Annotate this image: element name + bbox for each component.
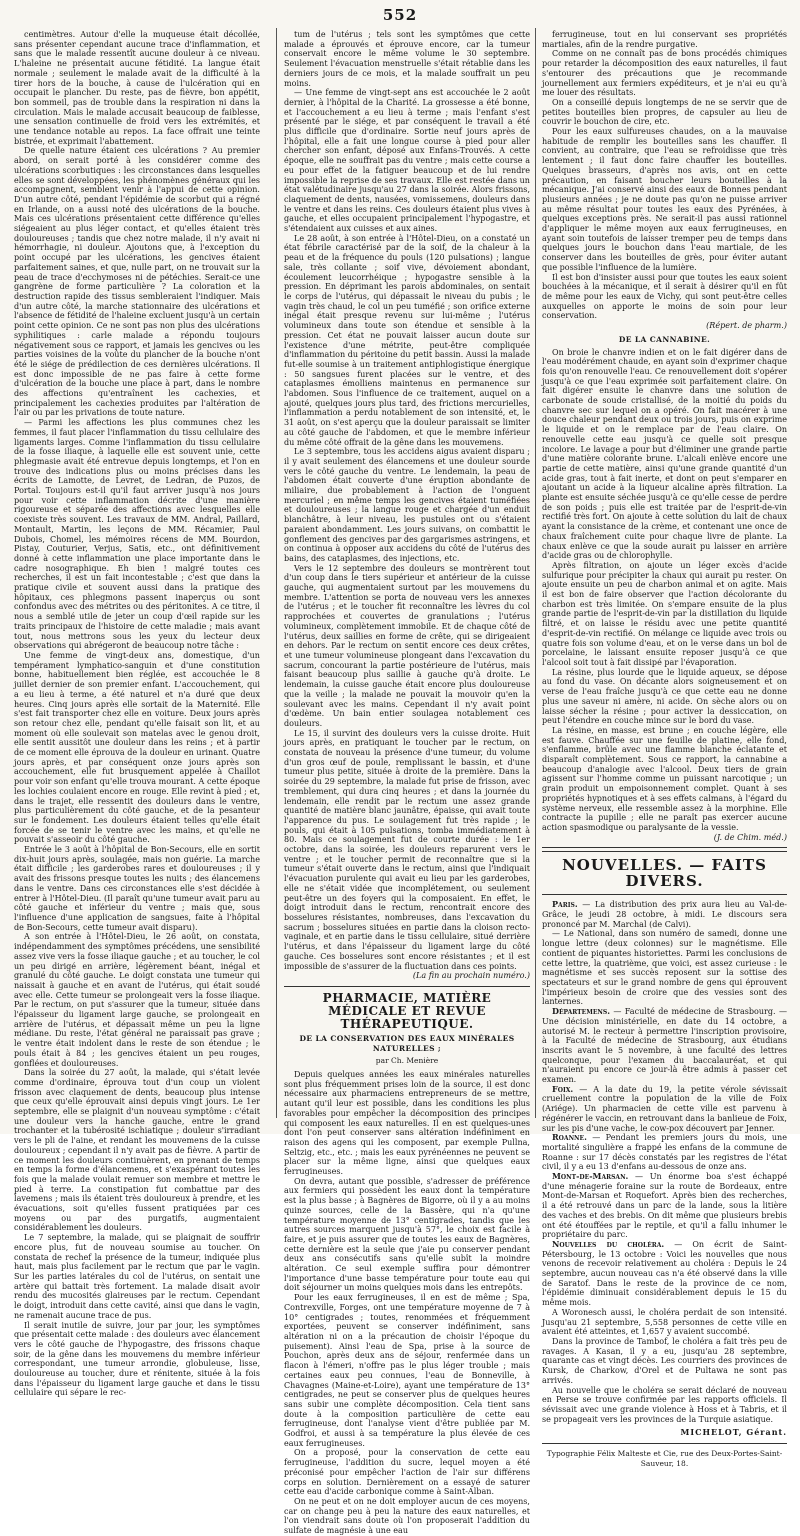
news-lead: Paris. (552, 899, 578, 910)
paragraph: Il est bon d'insister aussi pour que toutes les eaux soient bouchées à la mécanique, et il serait à désirer qu'il en fût de même pour les eaux de Vichy, qui sont peut-être celles auxquelles on apporte le moins de soin pour leur conservation. (542, 272, 787, 321)
news-item (542, 1240, 787, 1308)
news-section-title: NOUVELLES. — FAITS DIVERS. (562, 856, 767, 891)
paragraph: On devra, autant que possible, s'adresser de préférence aux fermiers qui possèdent les eaux dont la température est la plus basse ; à Bagnères de Bigorre, où il y a au moins quinze sources, celle de la Bassère, qui n'a qu'une température moyenne de 13° centigrades, tandis que les autres sources marquent jusqu'à 57°, le choix est facile à faire, et je puis assurer que de toutes les eaux de Bagnères, cette dernière est la seule que j'aie pu conserver pendant deux ans consécutifs sans qu'elle subît la moindre altération. Ce seul exemple suffira pour démontrer l'importance d'une basse température pour toute eau qui doit séjourner un moins quelques mois dans les entrepôts. (284, 1176, 530, 1293)
paragraph: On broie le chanvre indien et on le fait digérer dans de l'eau modérément chaude, en ayant soin d'exprimer chaque fois qu'on renouvelle l'eau. Ce renouvellement doit s'opérer jusqu'à ce que l'eau exprimée soit parfaitement claire. On fait digérer ensuite le chanvre dans une solution de carbonate de soude cristallisé, de la moitié du poids du chanvre sec sur lequel on a opéré. On fait macérer à une douce chaleur pendant deux ou trois jours, puis on exprime le liquide et on le remplace par de l'eau claire. On renouvelle cette eau jusqu'à ce quelle soit presque incolore. Le lavage a pour but d'éliminer une grande partie d'une matière colorante brune. L'alcali enlève encore une partie de cette matière, ainsi qu'une grande quantité d'un acide gras, tout à fait inerte, et dont on peut s'emparer en ajoutant un acide à la liqueur alcaline après filtration. La plante est ensuite séchée jusqu'à ce qu'elle cesse de perdre de son poids ; puis elle est traitée par de l'esprit-de-vin rectifié très fort. On ajoute à cette solution du lait de chaux ayant la consistance de la crème, et contenant une once de chaux fraîchement cuite pour chaque livre de plante. La chaux enlève ce que la soude aurait pu laisser en arrière d'acide gras ou de chlorophylle. (542, 347, 787, 561)
paragraph: La résine, plus lourde que le liquide aqueux, se dépose au fond du vase. On décante alors soigneusement et on verse de l'eau fraîche jusqu'à ce que cette eau ne donne plus une saveur ni amère, ni acide. On sèche alors ou on laisse sécher la résine ; pour activer la dessiccation, on peut l'étendre en couche mince sur le bord du vase. (542, 667, 787, 726)
column-2 (284, 30, 530, 1536)
article-title: DE LA CONSERVATION DES EAUX MINÉRALES NATURELLES ; (299, 1033, 515, 1053)
paragraph: Vers le 12 septembre des douleurs se montrèrent tout d'un coup dans le tiers supérieur et antérieur de la cuisse gauche, qui augmentaient surtout par les mouvemens du membre. L'attention se porta de nouveau vers les annexes de l'utérus ; et le toucher fit reconnaître les lèvres du col rapprochées et couvertes de granulations ; l'utérus volumineux, complètement immobile. Et de chaque côté de l'utérus, deux saillies en forme de crête, qui se dirigeaient en dehors. Par le rectum on sentit encore ces deux crêtes, et une tumeur volumineuse plongeant dans l'excavation du sacrum, concourant la partie postérieure de l'utérus, mais faisant beaucoup plus saillie à gauche qu'à droite. Le lendemain, la cuisse gauche était encore plus douloureuse que la veille ; la malade ne pouvait la mouvoir qu'en la soulevant avec les mains. Cependant il n'y avait point d'œdème. Un bain entier soulagea notablement ces douleurs. (284, 563, 530, 728)
paragraph: Comme on ne connaît pas de bons procédés chimiques pour retarder la décomposition des eaux naturelles, il faut s'entourer des précautions que je recommande journellement aux fermiers expéditeurs, et je n'ai eu qu'à me louer des résultats. (542, 49, 787, 98)
paragraph: tum de l'utérus ; tels sont les symptômes que cette malade a éprouvés et éprouve encore, car la tumeur conservait encore le même volume le 30 septembre. Seulement l'évacuation menstruelle s'était rétablie dans les derniers jours de ce mois, et la malade souffrait un peu moins. (284, 30, 530, 88)
news-item (542, 929, 787, 1007)
news-item (542, 1172, 787, 1240)
paragraph: — Parmi les affections les plus communes chez les femmes, il faut placer l'inflammation du tissu cellulaire des ligaments larges. Comme l'inflammation du tissu cellulaire de la fosse iliaque, à laquelle elle est souvent unie, cette phlegmasie avait été entrevue depuis longtemps, et l'on en trouve des indications plus ou moins précises dans les écrits de Lamotte, de Levret, de Ledran, de Puzos, de Portal. Toujours est-il qu'il faut arriver jusqu'à nos jours pour voir cette inflammation décrite d'une manière rigoureuse et séparée des affections avec lesquelles elle coexiste très souvent. Les travaux de MM. Andral, Paillard, Montault, Martin, les leçons de MM. Récamier, Paul Dubois, Chomel, les mémoires récens de MM. Bourdon, Pistay, Couturier, Verjus, Satis, etc., ont définitivement donné à cette inflammation une place importante dans le cadre nosographique. Eh bien ! malgré toutes ces recherches, il est un fait incontestable ; c'est que dans la pratique civile et souvent aussi dans la pratique des hôpitaux, ces phlegmons passent inaperçus ou sont confondus avec des métrites ou des péritonites. A ce titre, il nous a semblé utile de jeter un coup d'œil rapide sur les traits principaux de l'histoire de cette maladie ; mais avant tout, nous mettrons sous les yeux du lecteur deux observations qui abrégeront de beaucoup notre tâche : (14, 418, 260, 651)
news-item (542, 1337, 787, 1386)
paragraph: On ne peut et on ne doit employer aucun de ces moyens, car on change peu à peu la nature des eaux naturelles, et l'on viendrait sans doute où l'on proposerait l'addition du sulfate de magnésie à une eau (284, 1496, 530, 1536)
column-1 (14, 30, 260, 1398)
section-rule (542, 1443, 787, 1444)
news-text: Dans la province de Tambof, le choléra a fait très peu de ravages. A Kasan, il y a eu, jusqu'au 28 septembre, quarante cas et vingt décès. Les courriers des provinces de Kursk, de Charkow, d'Orel et de Pultawa ne sont pas arrivés. (542, 1337, 787, 1385)
paragraph: On a proposé, pour la conservation de cette eau ferrugineuse, l'addition du sucre, lequel moyen a été préconisé pour empêcher l'action de l'air sur différens corps en solution. Dernièrement on a essayé de saturer cette eau d'acide carbonique comme à Saint-Alban. (284, 1448, 530, 1497)
news-text: A Woronesch aussi, le choléra perdait de son intensité. Jusqu'au 21 septembre, 5,558 personnes de cette ville en avaient été atteintes, et 1,657 y avaient succombé. (542, 1307, 787, 1337)
column-divider (535, 28, 536, 1118)
paragraph: — Une femme de vingt-sept ans est accouchée le 2 août dernier, à l'hôpital de la Charité. La grossesse a été bonne, et l'accouchement a eu lieu à terme ; mais l'enfant s'est présenté par le siége, et par conséquent le travail a été plus difficile que d'ordinaire. Sortie neuf jours après de l'hôpital, elle a fait une longue course à pied pour aller chercher son enfant, déposé aux Enfans-Trouvés. A cette époque, elle ne souffrait pas du ventre ; mais cette course a eu pour effet de la fatiguer beaucoup et de lui rendre impossible la reprise de ses travaux. Elle est restée dans un état valétudinaire jusqu'au 27 dans la soirée. Alors frissons, claquement de dents, nausées, vomissemens, douleurs dans le ventre et dans les reins. Ces douleurs étaient plus vives à gauche, et elles occupaient principalement l'hypogastre, et s'étendaient aux cuisses et aux aines. (284, 88, 530, 234)
news-item (542, 1386, 787, 1425)
news-item (542, 1133, 787, 1172)
paragraph: Dans la soirée du 27 août, la malade, qui s'était levée comme d'ordinaire, éprouva tout d'un coup un violent frisson avec claquement de dents, beaucoup plus intense que ceux qu'elle éprouvait ainsi depuis vingt jours. Le 1er septembre, elle se plaignit d'un nouveau symptôme : c'était une douleur vers la hanche gauche, entre le grand trochanter et la tubérosité ischiatique ; douleur s'irradiant vers le pli de l'aine, et rendant les mouvemens de la cuisse douloureux ; cependant il n'y avait pas de fièvre. A partir de ce moment les douleurs continuèrent, en prenant de temps en temps la forme d'élancemens, et s'exaspérant toutes les fois que la malade voulait remuer son membre et mettre le pied à terre. La constipation fut combattue par des lavemens ; mais ils étaient très douloureux à prendre, et les évacuations, soit qu'elles fussent pratiquées par ces moyens ou par des purgatifs, augmentaient considérablement les douleurs. (14, 1068, 260, 1233)
news-text: — On écrit de Saint-Pétersbourg, le 13 octobre : Voici les nouvelles que nous venons de recevoir relativement au choléra : Depuis le 24 septembre, aucun nouveau cas n'a été observé dans la ville de Saratof. Dans le reste de la province de ce nom, l'épidémie diminuait considérablement depuis le 15 du même mois. (542, 1239, 787, 1308)
paragraph: Pour les eaux sulfureuses chaudes, on a la mauvaise habitude de remplir les bouteilles sans les chauffer. Il convient, au contraire, que l'eau se refroidisse que très lentement ; il faut donc faire chauffer les bouteilles. Quelques brasseurs, d'après nos avis, ont en cette précaution, en faisant boucher leurs bouteilles à la mécanique. J'ai conservé ainsi des eaux de Bonnes pendant plusieurs années ; je ne doute pas qu'on ne puisse arriver au même résultat pour toutes les eaux des Pyrénées, à quelques exceptions près. Ne serait-il pas aussi rationnel d'appliquer le même moyen aux eaux ferrugineuses, en ayant soin toutefois de laisser tremper peu de temps dans quelques jours le bouchon dans l'eau martiale, de les conserver dans les bouteilles de grès, pour éviter autant que possible l'influence de la lumière. (542, 127, 787, 272)
page-number: 552 (382, 6, 418, 24)
news-item (542, 1007, 787, 1085)
paragraph: La résine, en masse, est brune ; en couche légère, elle est fauve. Chauffée sur une feuille de platine, elle fond, s'enflamme, brûle avec une flamme blanche éclatante et disparaît complètement. Sous ce rapport, la cannabine a beaucoup d'analogie avec l'alcool. Deux tiers de grain agissent sur l'homme comme un puissant narcotique ; un grain produit un empoisonnement complet. Quant à ses propriétés hypnotiques et à ses effets calmans, à l'égard du système nerveux, elle ressemble assez à la morphine. Elle contracte la pupille ; elle ne paraît pas exercer aucune action spasmodique ou paralysante de la vessie. (542, 725, 787, 832)
section-rule (542, 847, 787, 852)
continued-note: (La fin au prochain numéro.) (412, 971, 530, 981)
paragraph: Une femme de vingt-deux ans, domestique, d'un tempérament lymphatico-sanguin et d'une constitution bonne, habituellement bien réglée, est accouchée le 8 juillet dernier de son premier enfant. L'accouchement, qui a eu lieu à terme, a été naturel et n'a duré que deux heures. Cinq jours après elle sortait de la Maternité. Elle s'est fait transporter chez elle en voiture. Deux jours après son retour chez elle, pendant qu'elle faisait son lit, et au moment où elle soulevait son matelas avec le genou droit, elle sentit aussitôt une douleur dans les reins ; et à partir de ce moment elle éprouva de la douleur en urinant. Quatre jours après, et par conséquent onze jours après son accouchement, elle fut brusquement appelée à Chaillot pour voir son enfant qu'elle trouva mourant. A cette époque les lochies coulaient encore en rouge. Elle revint à pied ; et, dans le trajet, elle ressentit des douleurs dans le ventre, plus particulièrement du côté gauche, et de la pesanteur sur le fondement. Les douleurs étaient telles qu'elle était forcée de se tenir le ventre avec les mains, et qu'elle ne pouvait s'asseoir du côté gauche. (14, 651, 260, 845)
paragraph: Pour les eaux ferrugineuses, il en est de même ; Spa, Contrexville, Forges, ont une température moyenne de 7 à 10° centigrades ; toutes, renommées et fréquemment exportées, peuvent se conserver indéfiniment, sans altération ni on a la précaution de choisir l'époque du puisement). Ainsi l'eau de Spa, prise à la source de Pouchon, après deux ans de séjour, renfermée dans un flacon à l'émeri, n'offre pas le plus léger trouble ; mais certaines eaux peu connues, l'eau de Bonneville, à Chavagnes (Maine-et-Loire), ayant une température de 13° centigrades, ne peut se conserver plus de quelques heures sans subir une complète décomposition. Cela tient sans doute à la composition particulière de cette eau ferrugineuse, dont l'analyse vient d'être publiée par M. Godfroi, et aussi à sa température la plus élevée de ces eaux ferrugineuses. (284, 1293, 530, 1448)
paragraph: De quelle nature étaient ces ulcérations ? Au premier abord, on serait porté à les considérer comme des ulcérations scorbutiques : les circonstances dans lesquelles elles se sont développées, les phénomènes généraux qui les accompagnent, semblent venir à l'appui de cette opinion. D'un autre côté, pendant l'épidémie de scorbut qui a régné en Irlande, on a aussi noté des ulcérations de la bouche. Mais ces ulcérations présentaient cette différence qu'elles siégeaient au plus léger contact, et qu'elles étaient très douloureuses ; tandis que chez notre malade, il n'y avait ni hémorrhagie, ni douleur. Ajoutons que, à l'exception du point occupé par les ulcérations, les gencives étaient parfaitement saines, et que, nulle part, on ne trouvait sur la peau de trace d'ecchymoses ni de pétéchies. Serait-ce une gangrène de forme particulière ? La coloration et la destruction rapide des tissus sembleraient l'indiquer. Mais d'un autre côté, la marche stationnaire des ulcérations et l'absence de fétidité de l'haleine excluent jusqu'à un certain point cette opinion. Ce ne sont pas non plus des ulcérations syphilitiques : carle malade a répondu toujours négativement sous ce rapport, et jamais les gencives ou les parties voisines de la voûte du plancher de la bouche n'ont été le siége de prédilection de ces dernières ulcérations. Il est donc impossible de ne pas faire à cette forme d'ulcération de la bouche une place à part, dans le nombre des affections qu'entraînent les cachexies, et principalement les cachexies produites par l'altération de l'air ou par les privations de toute nature. (14, 146, 260, 418)
section-rule (284, 986, 530, 987)
news-text: — Faculté de médecine de Strasbourg. — Une décision ministérielle, en date du 14 octobre, a autorisé M. le recteur à permettre l'inscription provisoire, à la Faculté de médecine de Strasbourg, aux étudians inscrits avant le 5 novembre, à une faculté des lettres quelconque, pour l'examen du baccalauréat, et qui n'auraient pu encore ce jour-là être admis à passer cet examen. (542, 1007, 787, 1085)
paragraph: Le 3 septembre, tous les accidens aigus avaient disparu ; il y avait seulement des élancemens et une douleur sourde vers le côté gauche du ventre. Le lendemain, la peau de l'abdomen était couverte d'une éruption abondante de miliaire, due probablement à l'action de l'onguent mercuriel ; en même temps les gencives étaient tuméfiées et douloureuses ; la langue rouge et chargée d'un enduit blanchâtre, à leur niveau, les pustules ont ou s'étaient paraient abondamment. Les jours suivans, on combattit le gonflement des gencives par des gargarismes astringens, et on continua à opposer aux accidens du côté de l'utérus des bains, des cataplasmes, des injections, etc. (284, 447, 530, 563)
paragraph: Après filtration, on ajoute un léger excès d'acide sulfurique pour précipiter la chaux qui aurait pu rester. On ajoute ensuite un peu de charbon animal et on agite. Mais il est bon de faire observer que l'action décolorante du charbon est très limitée. On s'empare ensuite de la plus grande partie de l'esprit-de-vin par la distillation du liquide filtré, et on laisse le résidu avec une petite quantité d'esprit-de-vin rectifié. On mélange ce liquide avec trois ou quatre fois son volume d'eau, et on le verse dans un bol de porcelaine, le laissant ensuite reposer jusqu'à ce que l'alcool soit tout à fait dissipé par l'évaporation. (542, 560, 787, 667)
paragraph: Depuis quelques années les eaux minérales naturelles sont plus fréquemment prises loin de la source, il est donc nécessaire aux pharmaciens entrepreneurs de se mettre, autant qu'il leur est possible, dans les conditions les plus favorables pour empêcher la décomposition des principes qui composent les eaux naturelles. Il en est quelques-unes dont l'on peut conserver sans altération indéfiniment en raison des agens qui les composent, par exemple Pullna, Seltzig, etc., etc. ; mais les eaux pyrénéennes ne peuvent se placer sur la même ligne, ainsi que quelques eaux ferrugineuses. (284, 1070, 530, 1177)
paragraph: centimètres. Autour d'elle la muqueuse était décollée, sans présenter cependant aucune trace d'inflammation, et sans que le malade ressentît aucune douleur à ce niveau. L'haleine ne présentait aucune fétidité. La langue était normale ; seulement le malade avait de la difficulté à la tirer hors de la bouche, à cause de l'ulcération qui en occupait le plancher. Du reste, pas de fièvre, bon appétit, bon sommeil, pas de trouble dans la respiration ni dans la circulation. Mais le malade accusait beaucoup de faiblesse, une sensation continuelle de froid vers les extrémités, et une tendance notable au repos. La face offrait une teinte bistrée, et exprimait l'abattement. (14, 30, 260, 146)
column-divider (276, 28, 277, 1118)
paragraph: ferrugineuse, tout en lui conservant ses propriétés martiales, afin de la rendre purgative. (542, 30, 787, 49)
paragraph: Il serait inutile de suivre, jour par jour, les symptômes que présentait cette malade : des douleurs avec élancement vers le côté gauche de l'hypogastre, des frissons chaque soir, de la gêne dans les mouvemens du membre inférieur correspondant, une tumeur arrondie, globuleuse, lisse, douloureuse au toucher, dure et rénitente, située à la fois dans l'épaisseur du ligament large gauche et dans le tissu cellulaire qui sépare le rec- (14, 1320, 260, 1398)
paragraph: A son entrée à l'Hôtel-Dieu, le 26 août, on constata, indépendamment des symptômes précédens, une sensibilité assez vive vers la fosse iliaque gauche ; et au toucher, le col un peu dirigé en arrière, légèrement béant, inégal et granulé du côté gauche. Le doigt constata une tumeur qui naissait à gauche et en avant de l'utérus, qui était soudé avec elle. Cette tumeur se prolongeait vers la fosse iliaque. Par le rectum, on put s'assurer que la tumeur, située dans l'épaisseur du ligament large gauche, se prolongeait en arrière de l'utérus, et dépassait même un peu la ligne médiane. Du reste, l'état général ne paraissait pas grave ; le ventre était indolent dans le reste de son étendue ; le pouls était à 84 ; les gencives étaient un peu rouges, gonflées et douloureuses. (14, 932, 260, 1068)
manager-signature: MICHELOT, Gérant. (680, 1427, 787, 1438)
section-title: PHARMACIE, MATIÈRE MÉDICALE ET REVUE THÉRAPEUTIQUE. (322, 990, 492, 1031)
source-citation: (J. de Chim. méd.) (713, 832, 787, 842)
paragraph: Le 7 septembre, la malade, qui se plaignait de souffrir encore plus, fut de nouveau soumise au toucher. On constata de rechef la présence de la tumeur, indiquée plus haut, mais plus facilement par le rectum que par le vagin. Sur les parties latérales du col de l'utérus, on sentait une artère qui battait très fortement. La malade disait avoir rendu des mucosités glaireuses par le rectum. Cependant le doigt, introduit dans cette cavité, ainsi que dans le vagin, ne ramenait aucune trace de pus. (14, 1233, 260, 1320)
news-text: — Un énorme boa s'est échappé d'une ménagerie foraine sur la route de Bordeaux, entre Mont-de-Marsan et Roquefort. Après bien des recherches, il a été retrouvé dans un parc de la lande, sous la litière des vaches et des brebis. On dit même que plusieurs brebis ont été étouffées par le reptile, et qu'il a fallu inhumer le propriétaire du parc. (542, 1172, 787, 1240)
source-citation: (Répert. de pharm.) (706, 321, 787, 331)
column-3 (542, 30, 787, 1468)
news-text: — Pendant les premiers jours du mois, une mortalité singulière a frappé les enfans de la commune de Roanne : sur 17 décès constatés par les registres de l'état civil, il y a eu 13 d'enfans au-dessous de onze ans. (542, 1133, 787, 1172)
printer-imprint: Typographie Félix Malteste et Cie, rue des Deux-Portes-Saint-Sauveur, 18. (546, 1449, 783, 1468)
section-rule (542, 894, 787, 895)
paragraph: Le 28 août, à son entrée à l'Hôtel-Dieu, on a constaté un état fébrile caractérisé par de la soif, de la chaleur à la peau et de la fréquence du pouls (120 pulsations) ; langue sale, très collante ; soif vive, dévoiement abondant, écoulement leucorrhéique ; hypogastre sensible à la pression. En déprimant les parois abdominales, on sentait le corps de l'utérus, qui dépassait le niveau du pubis ; le vagin très chaud, le col un peu tuméfié ; son orifice externe inégal était presque revenu sur lui-même ; l'utérus volumineux dans toute son étendue et sensible à la pression. Cet état ne pouvait laisser aucun doute sur l'existence d'une métrite, peut-être compliquée d'inflammation du péritoine du petit bassin. Aussi la malade fut-elle soumise à un traitement antiphlogistique énergique : 50 sangsues furent placées sur le ventre, et des cataplasmes émolliens maintenus en permanence sur l'abdomen. Sous l'influence de ce traitement, auquel on a ajouté, quelques jours plus tard, des frictions mercurielles, l'inflammation a perdu notablement de son intensité, et, le 31 août, on s'est aperçu que la douleur paraissait se limiter au côté gauche de l'abdomen, et que le membre inférieur du même côté offrait de la gêne dans les mouvemens. (284, 233, 530, 447)
paragraph: Entrée le 3 août à l'hôpital de Bon-Secours, elle en sortit dix-huit jours après, soulagée, mais non guérie. La marche était difficile ; les garderobes rares et douloureuses ; il y avait des frissons presque toutes les nuits ; des élancemens dans le ventre. Dans ces circonstances elle s'est décidée à entrer à l'Hôtel-Dieu. (Il paraît qu'une tumeur avait paru au côté gauche et inférieur du ventre ; mais que, sous l'influence d'une application de sangsues, faite à l'hôpital de Bon-Secours, cette tumeur avait disparu). (14, 845, 260, 932)
news-lead: Foix. (552, 1083, 574, 1094)
news-lead: Départemens. (552, 1006, 611, 1017)
byline: par Ch. Menière (375, 1056, 439, 1066)
article-title: DE LA CANNABINE. (618, 334, 711, 344)
paragraph: Le 15, il survint des douleurs vers la cuisse droite. Huit jours après, en pratiquant le toucher par le rectum, on constata de nouveau la présence d'une tumeur, du volume d'un gros œuf de poule, remplissant le bassin, et d'une tumeur plus petite, située à droite de la première. Dans la soirée du 29 septembre, la malade fut prise de frisson, avec tremblement, qui dura cinq heures ; et dans la journée du lendemain, elle rendit par le rectum une assez grande quantité de matière blanc jaunâtre, épaisse, qui avait toute l'apparence du pus. Le soulagement fut très rapide ; le pouls, qui était à 105 pulsations, tomba immédiatement à 80. Mais ce soulagement fut de courte durée : le 1er octobre, dans la soirée, les douleurs reparurent vers le ventre ; et le toucher permit de reconnaître que si la tumeur s'était ouverte dans le rectum, ainsi que l'indiquait l'évacuation purulente qui avait eu lieu par les garderobes, elle ne s'était vidée que incomplétement, ou seulement peut-être un des foyers qui la composaient. En effet, le doigt introduit dans le rectum, rencontrait encore des bosselures résistantes, nombreuses, dans l'excavation du sacrum ; bosselures situées en partie dans la cloison recto-vaginale, et en partie dans le tissu cellulaire, situé derrière l'utérus, et dans l'épaisseur du ligament large du côté gauche. Ces bosselures sont encore résistantes ; et il est impossible de s'assurer de la fluctuation dans ces points. (284, 728, 530, 971)
news-lead: Roanne. (552, 1132, 587, 1143)
news-item (542, 1308, 787, 1337)
news-item (542, 900, 787, 929)
paragraph: On a conseillé depuis longtemps de ne se servir que de petites bouteilles bien propres, de capsuler au lieu de couvrir le bouchon de cire, etc. (542, 97, 787, 127)
news-text: — A la date du 19, la petite vérole sévissait cruellement contre la population de la ville de Foix (Ariége). Un pharmacien de cette ville est parvenu à régénérer le vaccin, en retrouvant dans la banlieue de Foix, sur les pis d'une vache, le cow-pox découvert par Jenner. (542, 1084, 787, 1133)
news-text: — La distribution des prix aura lieu au Val-de-Grâce, le jeudi 28 octobre, à midi. Le discours sera prononcé par M. Marchal (de Calvi). (542, 900, 787, 929)
news-text: — Le National, dans son numéro de samedi, donne une longue lettre (deux colonnes) sur le magnétisme. Elle contient de piquantes historiettes. Parmi les conclusions de cette lettre, la quatrième, que voici, est assez curieuse : le magnétisme et ses succès reposent sur la sottise des spectateurs et sur le grand nombre de gens qui éprouvent l'impérieux besoin de croire que des vessies sont des lanternes. (542, 929, 787, 1007)
news-lead: Nouvelles du choléra. (552, 1238, 665, 1249)
news-text: Au nouvelle que le choléra se serait déclaré de nouveau en Perse se trouve confirmée par les rapports officiels. Il sévissait avec une grande violence à Hoss et à Tabris, et il se propageait vers les provinces de la Turquie asiatique. (542, 1385, 787, 1424)
news-item (542, 1085, 787, 1134)
news-lead: Mont-de-Marsan. (552, 1171, 629, 1182)
